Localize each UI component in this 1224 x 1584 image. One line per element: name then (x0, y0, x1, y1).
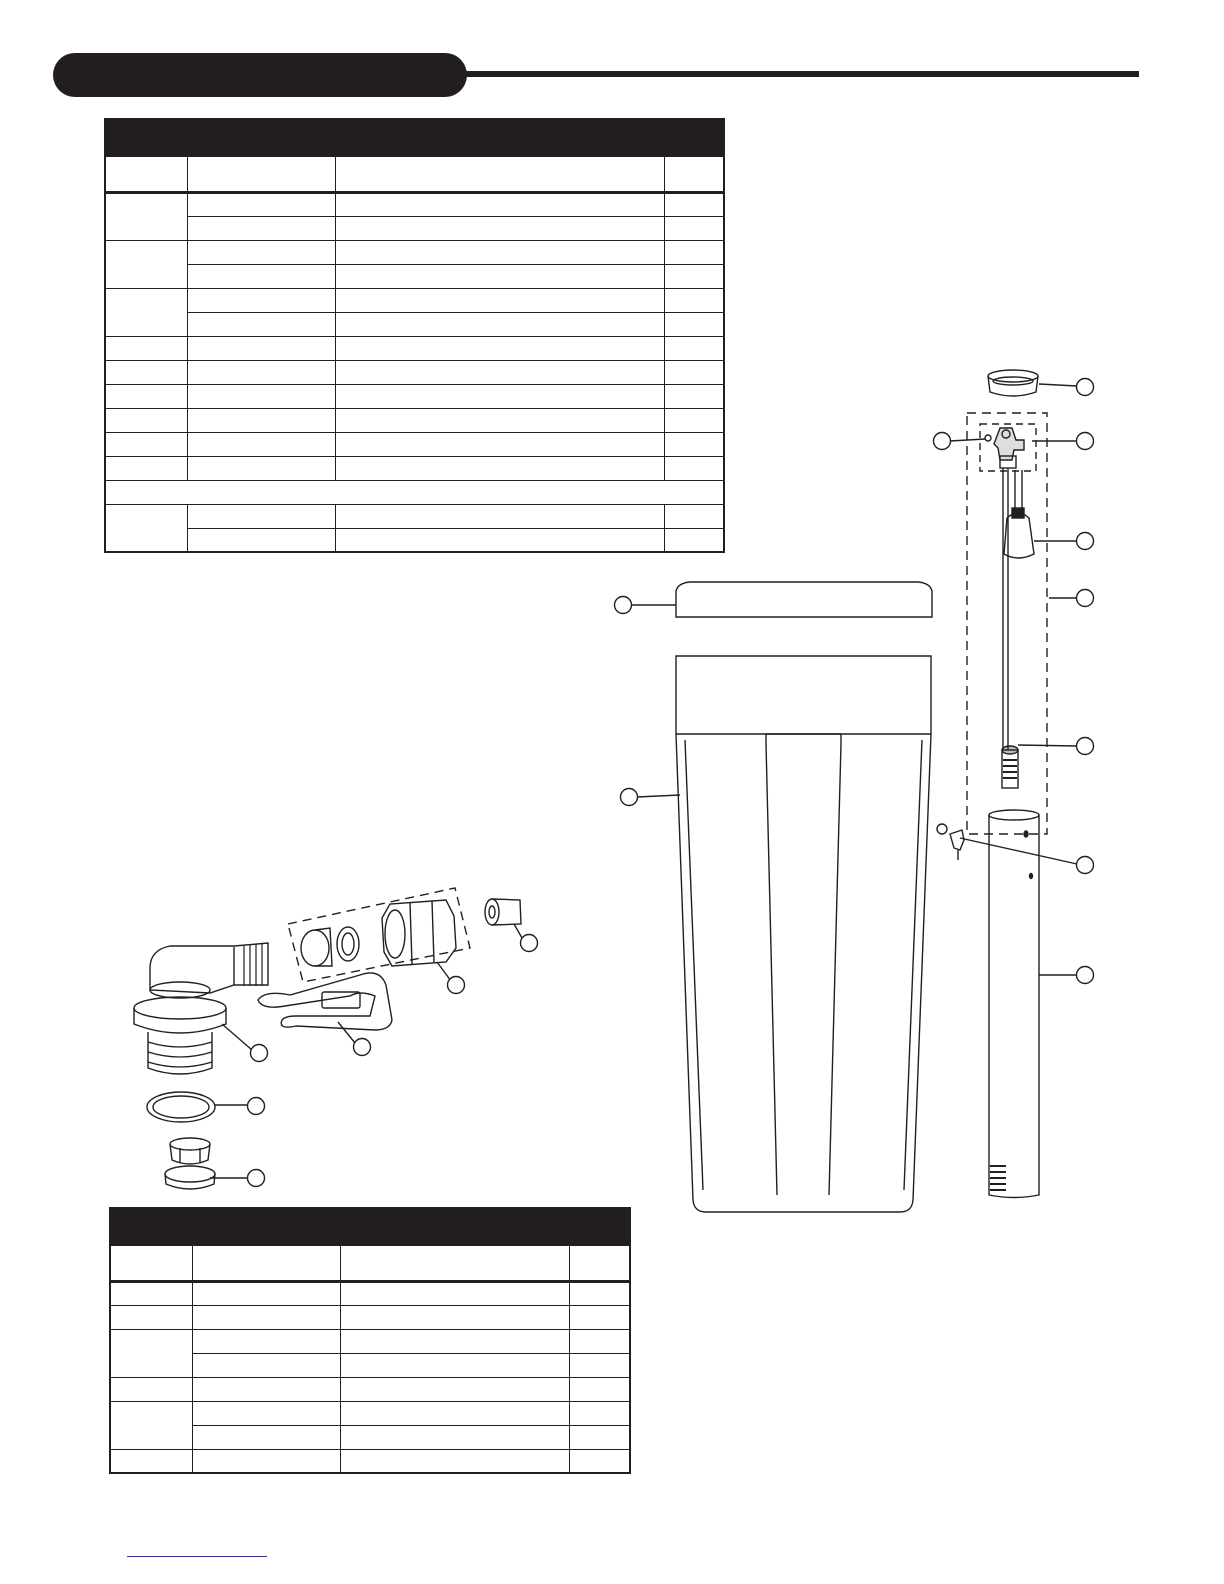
callout-circle (1077, 967, 1094, 984)
float-assembly-group (967, 413, 1047, 834)
air-check-icon (937, 824, 964, 860)
footer-link-underline[interactable] (127, 1556, 267, 1557)
float-assembly-icon (1002, 468, 1034, 788)
bypass-elbow-icon (134, 943, 268, 1074)
callout-circle (354, 1039, 371, 1056)
o-ring-icon (147, 1092, 215, 1122)
callout-circle (1077, 533, 1094, 550)
callout-circle (251, 1045, 268, 1062)
tank-lid-icon (676, 582, 932, 617)
brine-valve-icon (994, 428, 1024, 468)
callout-circle (1077, 738, 1094, 755)
callout-circle (1077, 433, 1094, 450)
clip-icon (258, 973, 392, 1030)
leader-lines (210, 384, 1077, 1178)
callout-circle (448, 977, 465, 994)
callout-circle (248, 1170, 265, 1187)
callout-circle (521, 935, 538, 952)
safety-float-icon (985, 435, 991, 441)
callout-circle (1077, 590, 1094, 607)
callout-circle (934, 433, 951, 450)
callout-circle (615, 597, 632, 614)
brine-well-icon (989, 810, 1039, 1198)
nut-kit-group (288, 888, 470, 982)
insert-icon (485, 899, 521, 925)
callout-circle (621, 789, 638, 806)
brine-tank-icon (676, 656, 931, 1212)
distributor-adapter-icon (165, 1138, 215, 1189)
tank-ring-icon (988, 370, 1038, 396)
callout-circle (1077, 379, 1094, 396)
callout-circle (248, 1098, 265, 1115)
callout-circle (1077, 857, 1094, 874)
